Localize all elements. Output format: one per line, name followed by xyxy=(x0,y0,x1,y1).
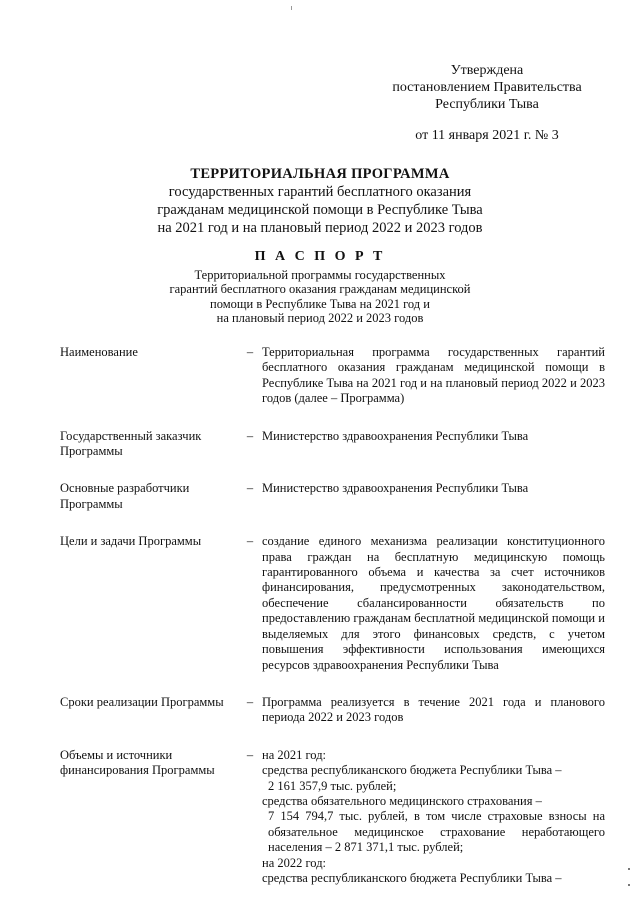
passport-table xyxy=(60,345,605,908)
row-dash: – xyxy=(246,345,254,359)
passport-subtitle-line: Территориальной программы государственных xyxy=(194,267,446,282)
passport-row-goals xyxy=(60,534,605,673)
program-title xyxy=(120,165,520,237)
approval-line: Республики Тыва xyxy=(435,97,539,112)
passport-row-customer xyxy=(60,429,605,460)
funding-line: на 2021 год: xyxy=(262,747,327,762)
funding-line: на 2022 год: xyxy=(262,855,327,870)
row-dash: – xyxy=(246,481,254,496)
scan-mark xyxy=(628,884,630,886)
scan-mark xyxy=(291,6,292,10)
program-subtitle-line: государственных гарантий бесплатного оказания xyxy=(168,184,472,200)
program-subtitle-line: гражданам медицинской помощи в Республике Тыва xyxy=(157,202,483,218)
program-heading: ТЕРРИТОРИАЛЬНАЯ ПРОГРАММА xyxy=(190,166,450,182)
passport-subtitle-line: гарантий бесплатного оказания гражданам медицинской xyxy=(169,282,471,296)
passport-row-funding xyxy=(60,748,605,887)
funding-line: 2 161 357,9 тыс. рублей; xyxy=(268,778,397,793)
row-dash: – xyxy=(246,428,254,443)
funding-line: средства обязательного медицинского страхования – xyxy=(262,793,542,808)
row-value: Территориальная программа государственных гарантий бесплатного оказания гражданам медицинской помощи в Республике Тыва на 2021 год и на плановый период 2022 и 2023 годов (далее – Программа) xyxy=(262,345,605,406)
row-dash: – xyxy=(246,534,254,549)
passport-row-name xyxy=(60,345,605,407)
passport-heading: П А С П О Р Т xyxy=(254,249,386,264)
row-label: Сроки реализации Программы xyxy=(60,694,224,709)
funding-line: 7 154 794,7 тыс. рублей, в том числе страховые взносы на обязательное медицинское страхование неработающего населения – 2 871 371,1 тыс. рублей; xyxy=(268,809,605,855)
row-label: Основные разработчики Программы xyxy=(60,481,190,511)
passport-title xyxy=(160,250,480,326)
approval-line: постановлением Правительства xyxy=(392,80,582,95)
row-value xyxy=(262,748,605,887)
program-subtitle-line: на 2021 год и на плановый период 2022 и 2023 годов xyxy=(157,220,483,236)
funding-line: средства республиканского бюджета Республики Тыва – xyxy=(262,763,562,778)
row-value: Министерство здравоохранения Республики Тыва xyxy=(262,428,529,443)
row-label: Наименование xyxy=(60,345,138,359)
funding-line: средства республиканского бюджета Республики Тыва – xyxy=(262,870,562,885)
passport-subtitle-line: помощи в Республике Тыва на 2021 год и xyxy=(210,296,430,311)
row-value: Министерство здравоохранения Республики Тыва xyxy=(262,481,529,496)
scan-mark xyxy=(628,868,630,870)
approval-line: Утверждена xyxy=(450,63,524,78)
approval-stamp xyxy=(372,62,602,144)
row-value: создание единого механизма реализации конституционного права граждан на бесплатную медицинскую помощь гарантированного объема и качества за счет источников финансирования, предусмотренных законодательством, обеспечение сбалансированности обязательств по предоставлению гражданам бесплатной медицинской помощи и выделяемых для этого финансовых средств, с учетом повышения эффективности использования имеющихся ресурсов здравоохранения Республики Тыва xyxy=(262,534,605,672)
passport-row-developers xyxy=(60,481,605,512)
row-dash: – xyxy=(246,694,254,709)
approval-date: от 11 января 2021 г. № 3 xyxy=(415,128,559,143)
row-value: Программа реализуется в течение 2021 года и планового периода 2022 и 2023 годов xyxy=(262,694,605,725)
row-label: Государственный заказчик Программы xyxy=(60,428,202,459)
row-label: Объемы и источники финансирования Программы xyxy=(60,747,215,778)
passport-subtitle-line: на плановый период 2022 и 2023 годов xyxy=(216,311,424,325)
passport-row-terms xyxy=(60,695,605,726)
row-label: Цели и задачи Программы xyxy=(60,534,202,549)
row-dash: – xyxy=(246,747,254,762)
